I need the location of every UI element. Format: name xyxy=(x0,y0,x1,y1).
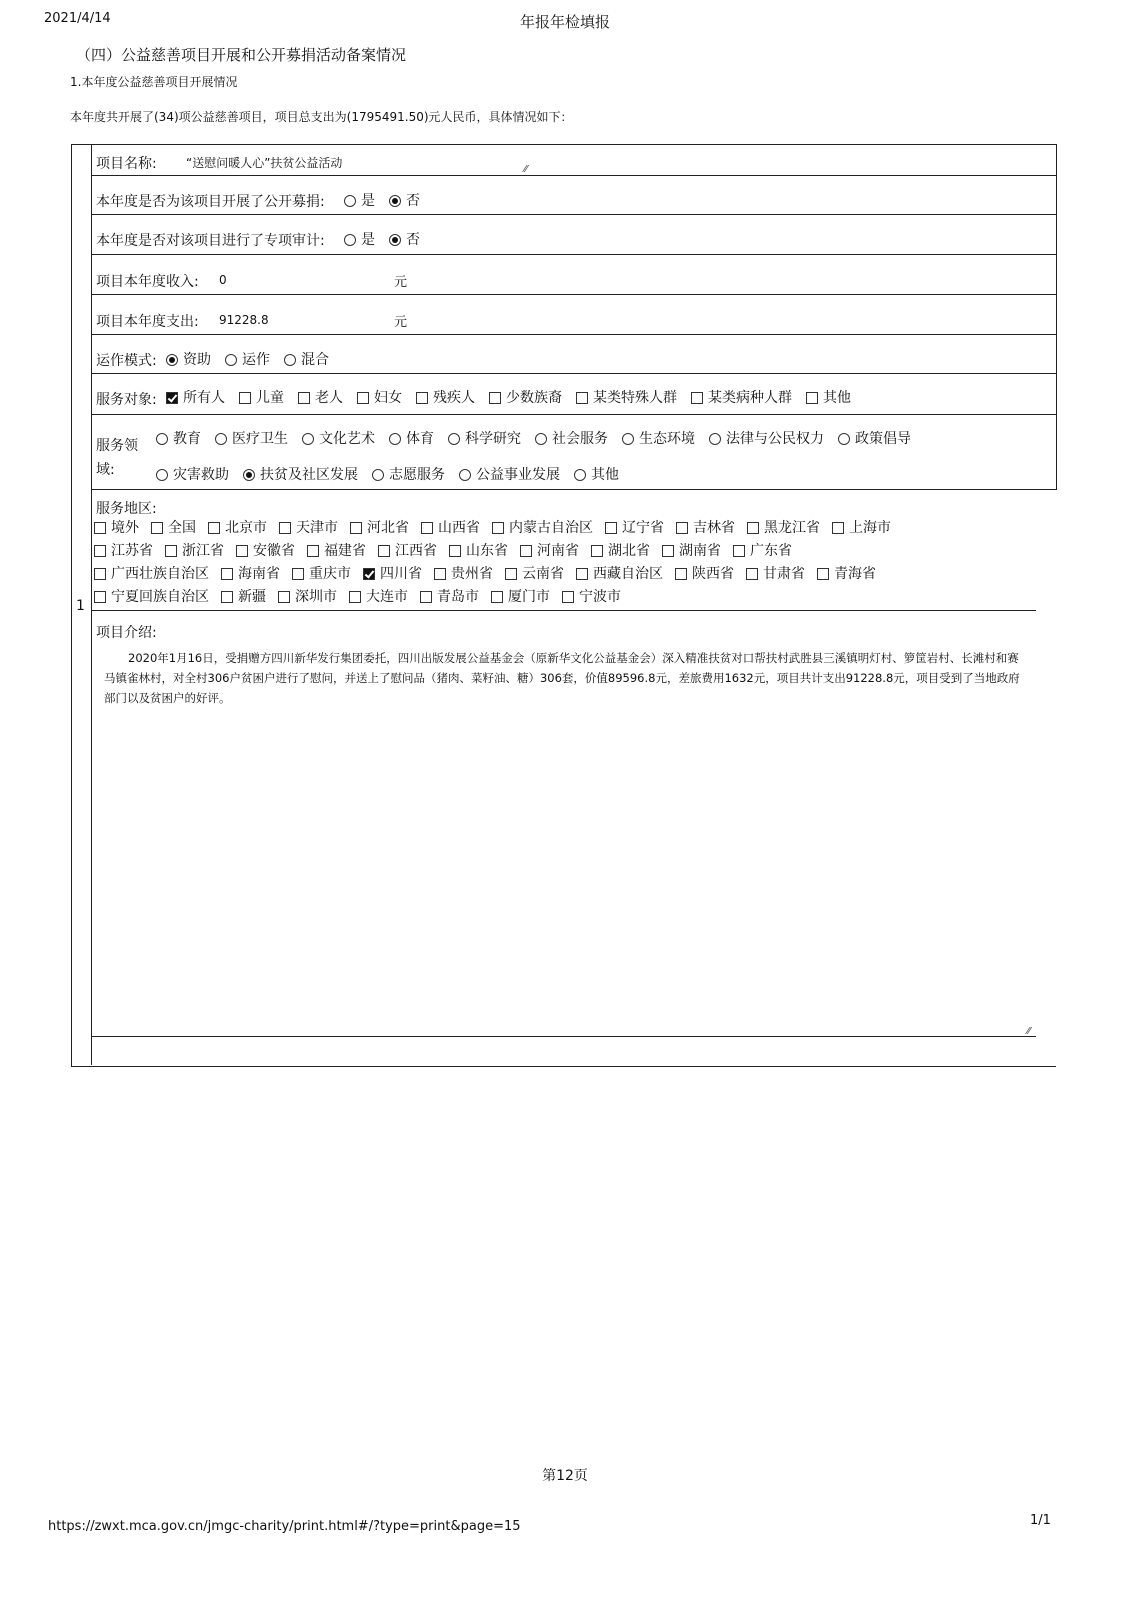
service-region-option-label: 安徽省 xyxy=(253,543,295,559)
checkbox[interactable] xyxy=(151,522,163,534)
expense-row xyxy=(92,295,1057,335)
service-region-option[interactable] xyxy=(576,563,663,583)
service-region-option-label: 陕西省 xyxy=(692,566,734,582)
expense-unit: 元 xyxy=(394,315,408,330)
checkbox[interactable] xyxy=(236,545,248,557)
service-field-row xyxy=(92,415,1057,490)
service-region-option-label: 宁波市 xyxy=(579,589,621,605)
radio-button[interactable] xyxy=(622,433,634,445)
service-region-option[interactable] xyxy=(94,517,139,537)
service-region-option[interactable] xyxy=(94,540,153,560)
service-field-option-label: 科学研究 xyxy=(465,431,521,447)
radio-button[interactable] xyxy=(156,469,168,481)
operation-mode-option-label: 混合 xyxy=(301,352,329,368)
service-target-label: 服务对象: xyxy=(96,392,157,408)
radio-button[interactable] xyxy=(535,433,547,445)
public-fundraising-option[interactable] xyxy=(389,190,420,210)
checkbox[interactable] xyxy=(378,545,390,557)
service-region-option-label: 广西壮族自治区 xyxy=(111,566,209,582)
checkbox[interactable] xyxy=(562,591,574,603)
service-field-option-label: 体育 xyxy=(406,431,434,447)
operation-mode-option-label: 运作 xyxy=(242,352,270,368)
checkbox[interactable] xyxy=(420,591,432,603)
service-region-option[interactable] xyxy=(562,586,621,606)
public-fundraising-label: 本年度是否为该项目开展了公开募捐: xyxy=(96,194,325,210)
service-field-label-line2: 域: xyxy=(96,462,115,478)
audit-option-label: 否 xyxy=(406,232,420,248)
radio-button-checked[interactable] xyxy=(389,234,401,246)
service-region-option[interactable] xyxy=(421,517,480,537)
service-field-option-label: 医疗卫生 xyxy=(232,431,288,447)
service-region-option[interactable] xyxy=(221,586,266,606)
service-field-label-line1: 服务领 xyxy=(96,438,138,454)
checkbox[interactable] xyxy=(662,545,674,557)
checkbox[interactable] xyxy=(832,522,844,534)
service-field-option[interactable] xyxy=(389,428,434,448)
service-field-option-label: 生态环境 xyxy=(639,431,695,447)
service-region-option[interactable] xyxy=(221,563,280,583)
expense-label: 项目本年度支出: xyxy=(96,314,199,330)
service-region-option-label: 广东省 xyxy=(750,543,792,559)
checkbox-checked[interactable] xyxy=(166,392,178,404)
service-target-options xyxy=(166,387,865,407)
service-field-option[interactable] xyxy=(448,428,521,448)
service-field-option-label: 政策倡导 xyxy=(855,431,911,447)
service-region-option-label: 黑龙江省 xyxy=(764,520,820,536)
radio-button[interactable] xyxy=(225,354,237,366)
radio-button[interactable] xyxy=(389,433,401,445)
checkbox-checked[interactable] xyxy=(363,568,375,580)
radio-button[interactable] xyxy=(448,433,460,445)
service-field-option-label: 公益事业发展 xyxy=(476,467,560,483)
service-field-option[interactable] xyxy=(709,428,824,448)
public-fundraising-option[interactable] xyxy=(344,190,375,210)
income-unit: 元 xyxy=(394,275,408,290)
service-region-line xyxy=(94,517,903,540)
radio-button[interactable] xyxy=(302,433,314,445)
checkbox[interactable] xyxy=(492,522,504,534)
operation-mode-option[interactable] xyxy=(284,349,329,369)
service-target-option-label: 少数族裔 xyxy=(506,390,562,406)
service-region-option-label: 浙江省 xyxy=(182,543,224,559)
service-target-option-label: 某类病种人群 xyxy=(708,390,792,406)
service-region-option-label: 湖北省 xyxy=(608,543,650,559)
radio-button[interactable] xyxy=(284,354,296,366)
public-fundraising-option-label: 是 xyxy=(361,193,375,209)
checkbox[interactable] xyxy=(676,522,688,534)
service-field-option-label: 其他 xyxy=(591,467,619,483)
checkbox[interactable] xyxy=(94,545,106,557)
project-intro-text[interactable]: 2020年1月16日，受捐赠方四川新华发行集团委托，四川出版发展公益基金会（原新华文化公益基金会）深入精准扶贫对口帮扶村武胜县三溪镇明灯村、箩筐岩村、长滩村和赛马镇雀林村，对全村306户贫困户进行了慰问，并送上了慰问品（猪肉、菜籽油、糖）306套，价值89596.8元，差旅费用1632元，项目共计支出91228.8元，项目受到了当地政府部门以及贫困户的好评。 xyxy=(104,651,1020,705)
operation-mode-option[interactable] xyxy=(225,349,270,369)
service-target-option[interactable] xyxy=(166,387,225,407)
expense-field[interactable]: 91228.8 xyxy=(219,313,269,327)
print-date: 2021/4/14 xyxy=(44,11,111,26)
operation-mode-options xyxy=(166,349,343,369)
service-region-option[interactable] xyxy=(378,540,437,560)
service-region-option-label: 西藏自治区 xyxy=(593,566,663,582)
checkbox[interactable] xyxy=(307,545,319,557)
service-region-option[interactable] xyxy=(733,540,792,560)
service-region-option-label: 青岛市 xyxy=(437,589,479,605)
service-target-option[interactable] xyxy=(298,387,343,407)
service-field-option[interactable] xyxy=(459,464,560,484)
checkbox[interactable] xyxy=(350,522,362,534)
service-region-option[interactable] xyxy=(492,517,593,537)
checkbox[interactable] xyxy=(691,392,703,404)
service-field-options-line2 xyxy=(156,464,633,484)
checkbox[interactable] xyxy=(208,522,220,534)
service-target-option[interactable] xyxy=(416,387,475,407)
operation-mode-label: 运作模式: xyxy=(96,353,157,369)
section-summary: 本年度共开展了(34)项公益慈善项目，项目总支出为(1795491.50)元人民币，具体情况如下： xyxy=(70,110,573,124)
row-index: 1 xyxy=(76,598,85,614)
service-region-option[interactable] xyxy=(151,517,196,537)
service-target-option[interactable] xyxy=(576,387,677,407)
service-field-option-label: 教育 xyxy=(173,431,201,447)
service-field-option[interactable] xyxy=(302,428,375,448)
checkbox[interactable] xyxy=(349,591,361,603)
audit-label: 本年度是否对该项目进行了专项审计: xyxy=(96,233,325,249)
service-field-option[interactable] xyxy=(372,464,445,484)
checkbox[interactable] xyxy=(357,392,369,404)
service-region-option[interactable] xyxy=(94,586,209,606)
service-region-line xyxy=(94,540,903,563)
service-region-option[interactable] xyxy=(363,563,422,583)
service-field-option-label: 社会服务 xyxy=(552,431,608,447)
operation-mode-row xyxy=(92,335,1057,374)
checkbox[interactable] xyxy=(817,568,829,580)
service-region-option-label: 湖南省 xyxy=(679,543,721,559)
section-subtitle: 1.本年度公益慈善项目开展情况 xyxy=(70,75,238,89)
section-title: （四）公益慈善项目开展和公开募捐活动备案情况 xyxy=(76,46,407,64)
service-region-option-label: 青海省 xyxy=(834,566,876,582)
service-field-option-label: 灾害救助 xyxy=(173,467,229,483)
service-region-option-label: 上海市 xyxy=(849,520,891,536)
service-region-line xyxy=(94,563,903,586)
service-target-option-label: 老人 xyxy=(315,390,343,406)
audit-option-label: 是 xyxy=(361,232,375,248)
checkbox[interactable] xyxy=(520,545,532,557)
checkbox[interactable] xyxy=(416,392,428,404)
service-region-option[interactable] xyxy=(434,563,493,583)
service-target-option[interactable] xyxy=(357,387,402,407)
audit-options xyxy=(344,229,434,249)
radio-button[interactable] xyxy=(459,469,471,481)
checkbox[interactable] xyxy=(746,568,758,580)
service-region-option-label: 深圳市 xyxy=(295,589,337,605)
service-region-option-label: 天津市 xyxy=(296,520,338,536)
checkbox[interactable] xyxy=(491,591,503,603)
checkbox[interactable] xyxy=(94,591,106,603)
checkbox[interactable] xyxy=(421,522,433,534)
service-field-option-label: 文化艺术 xyxy=(319,431,375,447)
service-region-option[interactable] xyxy=(292,563,351,583)
service-region-option-label: 甘肃省 xyxy=(763,566,805,582)
service-region-option[interactable] xyxy=(817,563,876,583)
service-field-option[interactable] xyxy=(838,428,911,448)
service-region-option[interactable] xyxy=(279,517,338,537)
radio-button[interactable] xyxy=(574,469,586,481)
service-region-option[interactable] xyxy=(349,586,408,606)
service-target-option-label: 儿童 xyxy=(256,390,284,406)
operation-mode-option-label: 资助 xyxy=(183,352,211,368)
service-target-option-label: 妇女 xyxy=(374,390,402,406)
service-region-option-label: 河南省 xyxy=(537,543,579,559)
radio-button[interactable] xyxy=(156,433,168,445)
service-region-option[interactable] xyxy=(94,563,209,583)
income-row xyxy=(92,255,1057,295)
service-region-option[interactable] xyxy=(278,586,337,606)
radio-button[interactable] xyxy=(372,469,384,481)
operation-mode-option[interactable] xyxy=(166,349,211,369)
project-name-row xyxy=(92,144,1057,176)
checkbox[interactable] xyxy=(576,568,588,580)
service-target-option[interactable] xyxy=(489,387,562,407)
service-region-option-label: 辽宁省 xyxy=(622,520,664,536)
service-region-option-label: 大连市 xyxy=(366,589,408,605)
service-region-option-label: 吉林省 xyxy=(693,520,735,536)
service-field-option-label: 志愿服务 xyxy=(389,467,445,483)
service-region-label: 服务地区: xyxy=(96,501,157,517)
service-region-option[interactable] xyxy=(165,540,224,560)
checkbox[interactable] xyxy=(605,522,617,534)
service-region-option[interactable] xyxy=(420,586,479,606)
service-region-option[interactable] xyxy=(675,563,734,583)
checkbox[interactable] xyxy=(292,568,304,580)
service-region-option-label: 河北省 xyxy=(367,520,409,536)
service-region-options xyxy=(94,517,903,609)
service-region-option-label: 江西省 xyxy=(395,543,437,559)
service-region-option[interactable] xyxy=(491,586,550,606)
service-target-row xyxy=(92,374,1057,415)
service-region-option-label: 新疆 xyxy=(238,589,266,605)
page-number: 第12页 xyxy=(542,1468,588,1484)
radio-button[interactable] xyxy=(838,433,850,445)
income-label: 项目本年度收入: xyxy=(96,274,199,290)
service-region-option[interactable] xyxy=(676,517,735,537)
service-region-option-label: 云南省 xyxy=(522,566,564,582)
service-target-option-label: 某类特殊人群 xyxy=(593,390,677,406)
radio-button-checked[interactable] xyxy=(389,195,401,207)
project-name-label: 项目名称: xyxy=(96,156,157,172)
service-target-option[interactable] xyxy=(239,387,284,407)
checkbox[interactable] xyxy=(165,545,177,557)
radio-button[interactable] xyxy=(344,234,356,246)
service-region-option-label: 境外 xyxy=(111,520,139,536)
page-count: 1/1 xyxy=(1030,1513,1051,1528)
project-intro-label: 项目介绍: xyxy=(96,625,157,641)
checkbox[interactable] xyxy=(221,591,233,603)
service-region-option-label: 宁夏回族自治区 xyxy=(111,589,209,605)
service-target-option[interactable] xyxy=(691,387,792,407)
service-region-option-label: 内蒙古自治区 xyxy=(509,520,593,536)
service-region-option-label: 四川省 xyxy=(380,566,422,582)
checkbox[interactable] xyxy=(505,568,517,580)
project-name-field[interactable]: “送慰问暖人心”扶贫公益活动 xyxy=(186,156,343,170)
service-field-options-line1 xyxy=(156,428,925,448)
page-header-title: 年报年检填报 xyxy=(519,13,610,31)
checkbox[interactable] xyxy=(278,591,290,603)
service-target-option[interactable] xyxy=(806,387,851,407)
public-fundraising-row xyxy=(92,176,1057,215)
service-region-option-label: 海南省 xyxy=(238,566,280,582)
service-region-option[interactable] xyxy=(832,517,891,537)
service-region-row xyxy=(92,490,1036,611)
audit-row xyxy=(92,215,1057,255)
service-region-option-label: 贵州省 xyxy=(451,566,493,582)
service-field-option[interactable] xyxy=(574,464,619,484)
income-field[interactable]: 0 xyxy=(219,273,227,287)
checkbox[interactable] xyxy=(239,392,251,404)
radio-button[interactable] xyxy=(344,195,356,207)
service-target-option-label: 其他 xyxy=(823,390,851,406)
service-region-option[interactable] xyxy=(662,540,721,560)
checkbox[interactable] xyxy=(279,522,291,534)
service-field-option[interactable] xyxy=(215,428,288,448)
service-region-option-label: 山东省 xyxy=(466,543,508,559)
service-region-option-label: 重庆市 xyxy=(309,566,351,582)
service-region-option[interactable] xyxy=(449,540,508,560)
service-region-option-label: 厦门市 xyxy=(508,589,550,605)
public-fundraising-options xyxy=(344,190,434,210)
intro-bottom-rule xyxy=(92,1036,1036,1037)
audit-option[interactable] xyxy=(389,229,420,249)
radio-button[interactable] xyxy=(709,433,721,445)
service-region-option[interactable] xyxy=(746,563,805,583)
checkbox[interactable] xyxy=(747,522,759,534)
resize-handle-icon[interactable]: ⁄⁄ xyxy=(524,164,528,175)
service-region-option[interactable] xyxy=(350,517,409,537)
checkbox[interactable] xyxy=(221,568,233,580)
service-region-option-label: 山西省 xyxy=(438,520,480,536)
radio-button-checked[interactable] xyxy=(243,469,255,481)
service-region-option[interactable] xyxy=(591,540,650,560)
checkbox[interactable] xyxy=(94,568,106,580)
checkbox[interactable] xyxy=(94,522,106,534)
service-region-option-label: 全国 xyxy=(168,520,196,536)
service-field-option[interactable] xyxy=(622,428,695,448)
service-region-option[interactable] xyxy=(236,540,295,560)
service-region-option[interactable] xyxy=(505,563,564,583)
checkbox[interactable] xyxy=(591,545,603,557)
checkbox[interactable] xyxy=(675,568,687,580)
checkbox[interactable] xyxy=(806,392,818,404)
service-region-option[interactable] xyxy=(747,517,820,537)
checkbox[interactable] xyxy=(298,392,310,404)
service-region-option[interactable] xyxy=(520,540,579,560)
service-field-option[interactable] xyxy=(243,464,358,484)
service-field-option-label: 法律与公民权力 xyxy=(726,431,824,447)
resize-handle-icon[interactable]: ⁄⁄ xyxy=(1027,1026,1031,1037)
checkbox[interactable] xyxy=(434,568,446,580)
service-field-option-label: 扶贫及社区发展 xyxy=(260,467,358,483)
service-region-option-label: 北京市 xyxy=(225,520,267,536)
checkbox[interactable] xyxy=(449,545,461,557)
service-target-option-label: 残疾人 xyxy=(433,390,475,406)
service-field-option[interactable] xyxy=(156,428,201,448)
radio-button[interactable] xyxy=(215,433,227,445)
checkbox[interactable] xyxy=(489,392,501,404)
service-region-line xyxy=(94,586,903,609)
service-region-option-label: 福建省 xyxy=(324,543,366,559)
service-region-option[interactable] xyxy=(307,540,366,560)
service-target-option-label: 所有人 xyxy=(183,390,225,406)
audit-option[interactable] xyxy=(344,229,375,249)
public-fundraising-option-label: 否 xyxy=(406,193,420,209)
service-field-option[interactable] xyxy=(535,428,608,448)
service-region-option-label: 江苏省 xyxy=(111,543,153,559)
print-url: https://zwxt.mca.gov.cn/jmgc-charity/print.html#/?type=print&page=15 xyxy=(48,1519,521,1534)
service-region-option[interactable] xyxy=(208,517,267,537)
service-field-option[interactable] xyxy=(156,464,229,484)
checkbox[interactable] xyxy=(576,392,588,404)
service-region-option[interactable] xyxy=(605,517,664,537)
radio-button-checked[interactable] xyxy=(166,354,178,366)
checkbox[interactable] xyxy=(733,545,745,557)
